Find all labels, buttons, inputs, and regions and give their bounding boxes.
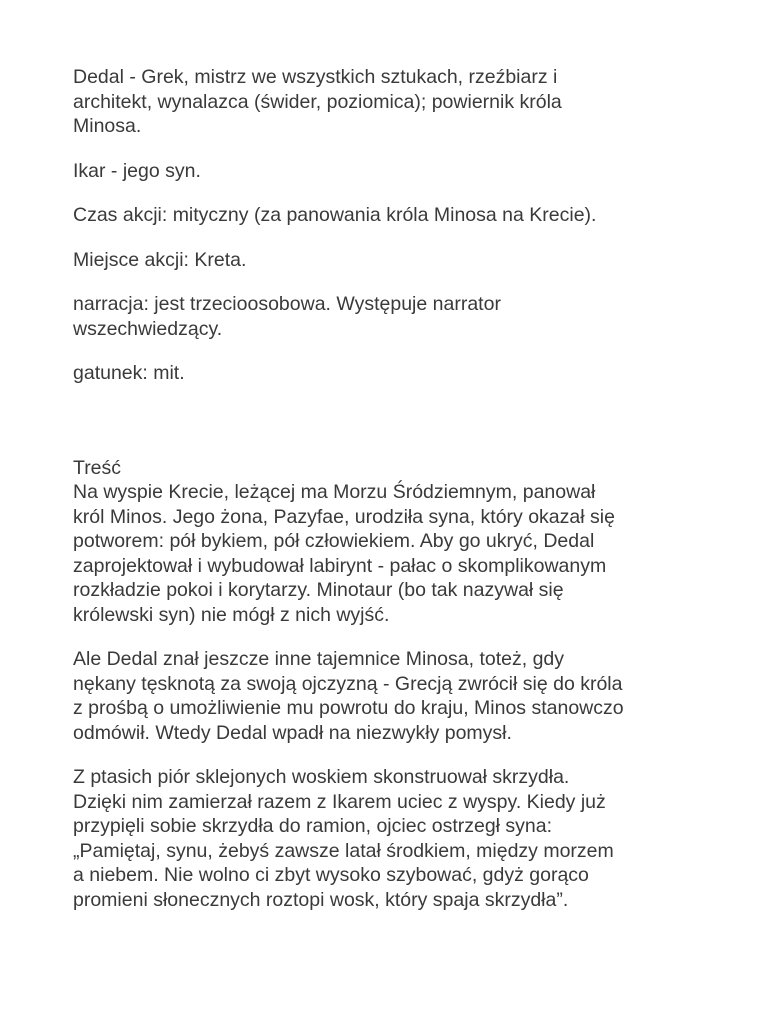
text-line: Z ptasich piór sklejonych woskiem skonstruował skrzydła.	[73, 766, 570, 788]
text-line: królewski syn) nie mógł z nich wyjść.	[73, 603, 390, 626]
text-line: promieni słonecznych roztopi wosk, który spaja skrzydła”.	[73, 888, 569, 911]
intro-paragraph-narracja	[73, 292, 713, 341]
section-heading	[73, 456, 713, 481]
text-line: potworem: pół bykiem, pół człowiekiem. Aby go ukryć, Dedal	[73, 530, 595, 552]
text-line: Dzięki nim zamierzał razem z Ikarem uciec z wyspy. Kiedy już	[73, 790, 606, 813]
intro-paragraph-gatunek	[73, 361, 713, 386]
content-paragraph-2	[73, 647, 713, 745]
text-line: z prośbą o umożliwienie mu powrotu do kraju, Minos stanowczo	[73, 697, 624, 719]
intro-paragraph-miejsce-akcji	[73, 248, 713, 273]
text-line: architekt, wynalazca (świder, poziomica); powiernik króla	[73, 90, 562, 113]
intro-paragraph-dedal	[73, 65, 713, 139]
section-spacer	[73, 406, 713, 456]
text-line: gatunek: mit.	[73, 362, 185, 384]
content-paragraph-3	[73, 765, 713, 912]
intro-paragraph-ikar	[73, 159, 713, 184]
text-line: Na wyspie Krecie, leżącej ma Morzu Śródziemnym, panował	[73, 481, 596, 503]
content-paragraph-1	[73, 480, 713, 627]
text-line: a niebem. Nie wolno ci zbyt wysoko szybować, gdyż gorąco	[73, 864, 589, 886]
text-line: Ale Dedal znał jeszcze inne tajemnice Minosa, toteż, gdy	[73, 648, 565, 670]
text-line: odmówił. Wtedy Dedal wpadł na niezwykły pomysł.	[73, 721, 512, 744]
text-line: Czas akcji: mityczny (za panowania króla Minosa na Krecie).	[73, 204, 597, 226]
text-line: wszechwiedzący.	[73, 317, 223, 340]
text-line: zaprojektował i wybudował labirynt - pałac o skomplikowanym	[73, 554, 607, 577]
intro-paragraph-czas-akcji	[73, 203, 713, 228]
text-line: Minosa.	[73, 115, 142, 137]
heading-text: Treść	[73, 456, 122, 479]
text-line: Dedal - Grek, mistrz we wszystkich sztukach, rzeźbiarz i	[73, 66, 558, 88]
text-line: rozkładzie pokoi i korytarzy. Minotaur (bo tak nazywał się	[73, 579, 564, 601]
text-line: Ikar - jego syn.	[73, 159, 201, 182]
text-line: król Minos. Jego żona, Pazyfae, urodziła syna, który okazał się	[73, 505, 615, 528]
text-line: „Pamiętaj, synu, żebyś zawsze latał środkiem, między morzem	[73, 839, 614, 862]
document-page	[73, 65, 713, 932]
text-line: narracja: jest trzecioosobowa. Występuje narrator	[73, 293, 501, 315]
text-line: nękany tęsknotą za swoją ojczyzną - Grecją zwrócił się do króla	[73, 672, 623, 695]
text-line: przypięli sobie skrzydła do ramion, ojciec ostrzegł syna:	[73, 815, 553, 837]
text-line: Miejsce akcji: Kreta.	[73, 248, 247, 271]
